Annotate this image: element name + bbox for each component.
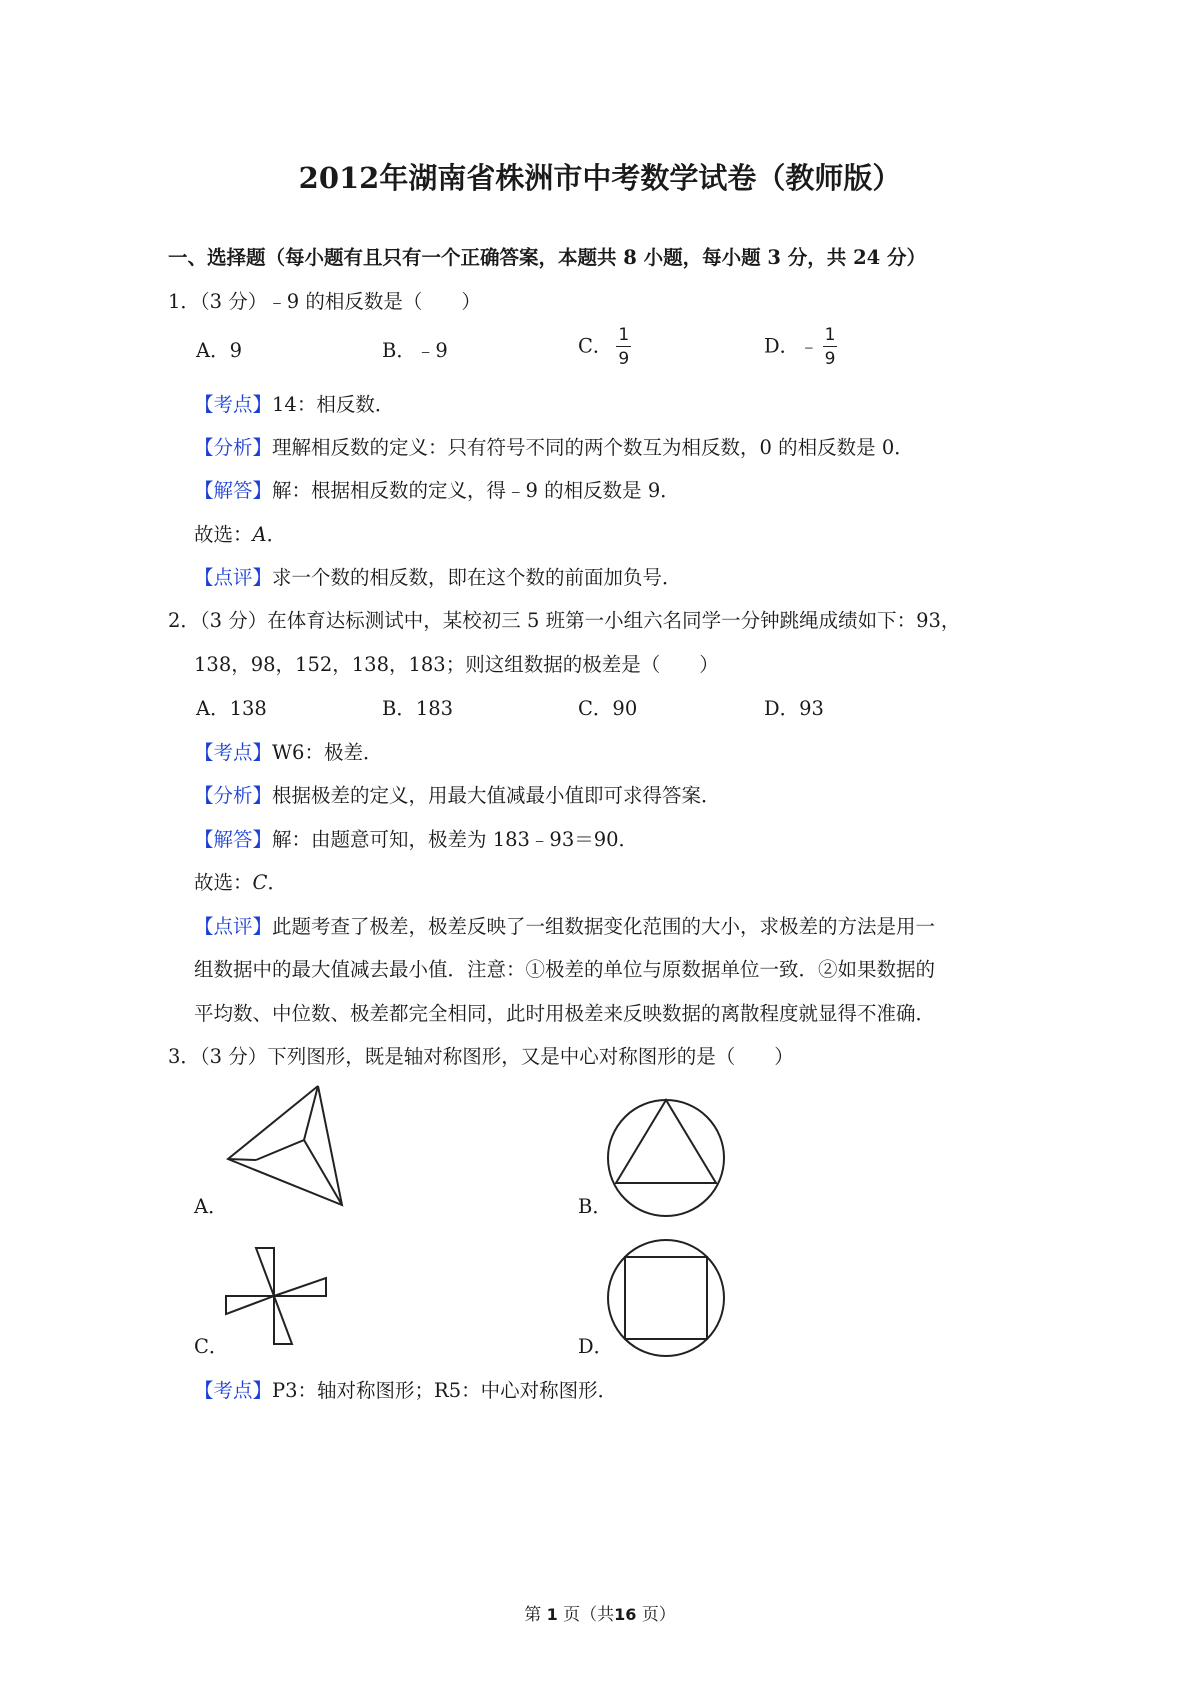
q2-fenxi <box>194 782 721 810</box>
footer-prefix: 第 <box>524 1605 542 1625</box>
answer-prefix: 故选： <box>194 871 253 894</box>
fraction-numerator: 1 <box>824 325 836 345</box>
q2-stem-line2: 138，98，152，138，183；则这组数据的极差是（ ） <box>194 653 719 676</box>
q2-answer <box>194 869 287 897</box>
q2-dianping-line3: 平均数、中位数、极差都完全相同，此时用极差来反映数据的离散程度就显得不准确． <box>194 1002 936 1025</box>
q2-option-a: A．138 <box>196 697 267 720</box>
kaodian-text: P3：轴对称图形；R5：中心对称图形． <box>272 1379 618 1402</box>
fenxi-text: 根据极差的定义，用最大值减最小值即可求得答案． <box>272 784 721 807</box>
section-heading: 一、选择题（每小题有且只有一个正确答案，本题共 8 小题，每小题 3 分，共 24 分） <box>168 246 927 269</box>
q1-option-b: B．﹣9 <box>382 339 448 362</box>
jieda-tag: 【解答】 <box>194 828 273 851</box>
footer-middle: 页（共 <box>563 1605 615 1625</box>
dianping-tag: 【点评】 <box>194 566 273 589</box>
q3-label-d: D． <box>578 1335 614 1358</box>
q3-figure-c <box>222 1244 332 1348</box>
q3-label-c: C． <box>194 1335 229 1358</box>
kaodian-text: W6：极差． <box>272 741 383 764</box>
kaodian-tag: 【考点】 <box>194 393 273 416</box>
dianping-text-line1: 此题考查了极差，极差反映了一组数据变化范围的大小，求极差的方法是用一 <box>272 915 936 938</box>
q2-option-c: C．90 <box>578 697 638 720</box>
fenxi-tag: 【分析】 <box>194 436 273 459</box>
q1-option-a: A．9 <box>196 339 242 362</box>
fraction-denominator: 9 <box>618 349 630 369</box>
q3-figure-b <box>604 1096 728 1220</box>
q3-label-b: B． <box>578 1195 612 1218</box>
q1-stem: 1．（3 分）﹣9 的相反数是（ ） <box>168 290 481 313</box>
dianping-text: 求一个数的相反数，即在这个数的前面加负号． <box>272 566 682 589</box>
q2-jieda <box>194 826 638 854</box>
kaodian-text: 14：相反数． <box>272 393 395 416</box>
answer-suffix: ． <box>266 523 287 546</box>
answer-prefix: 故选： <box>194 523 253 546</box>
q3-kaodian <box>194 1377 617 1405</box>
q1-option-c <box>578 326 631 368</box>
q1-fenxi <box>194 434 914 462</box>
page-title: 2012年湖南省株洲市中考数学试卷（教师版） <box>298 161 902 195</box>
answer-letter: A <box>252 523 267 546</box>
q1-option-c-label: C． <box>578 334 613 358</box>
q2-stem-line1: 2．（3 分）在体育达标测试中，某校初三 5 班第一小组六名同学一分钟跳绳成绩如下：93， <box>168 609 961 632</box>
q1-kaodian <box>194 391 394 419</box>
kaodian-tag: 【考点】 <box>194 741 273 764</box>
fenxi-tag: 【分析】 <box>194 784 273 807</box>
q1-option-c-fraction <box>616 326 631 368</box>
answer-suffix: ． <box>267 871 287 894</box>
q1-option-d-label: D．﹣ <box>764 334 819 358</box>
q3-figure-d <box>604 1236 728 1360</box>
q1-dianping <box>194 564 682 592</box>
kaodian-tag: 【考点】 <box>194 1379 273 1402</box>
page-footer <box>0 1600 1200 1625</box>
jieda-text: 解：根据相反数的定义，得﹣9 的相反数是 9． <box>272 479 680 502</box>
q1-option-d-fraction <box>823 326 838 368</box>
q2-kaodian <box>194 739 382 767</box>
footer-page-number: 1 <box>546 1605 558 1624</box>
q3-figure-a <box>218 1080 353 1210</box>
fraction-numerator: 1 <box>618 325 630 345</box>
q3-label-a: A． <box>194 1195 228 1218</box>
answer-letter: C <box>252 871 268 894</box>
q2-dianping <box>194 913 935 941</box>
q1-option-d <box>764 326 837 368</box>
fraction-denominator: 9 <box>824 349 836 369</box>
q2-dianping-line2: 组数据中的最大值减去最小值．注意：①极差的单位与原数据单位一致．②如果数据的 <box>194 958 936 981</box>
footer-total-pages: 16 <box>614 1605 637 1624</box>
fenxi-text: 理解相反数的定义：只有符号不同的两个数互为相反数，0 的相反数是 0． <box>272 436 914 459</box>
q2-option-b: B．183 <box>382 697 454 720</box>
jieda-text: 解：由题意可知，极差为 183﹣93＝90． <box>272 828 639 851</box>
q1-jieda <box>194 477 680 505</box>
q2-option-d: D．93 <box>764 697 824 720</box>
dianping-tag: 【点评】 <box>194 915 273 938</box>
footer-suffix: 页） <box>641 1605 676 1625</box>
q3-stem: 3．（3 分）下列图形，既是轴对称图形，又是中心对称图形的是（ ） <box>168 1045 794 1068</box>
jieda-tag: 【解答】 <box>194 479 273 502</box>
q1-answer <box>194 521 286 549</box>
